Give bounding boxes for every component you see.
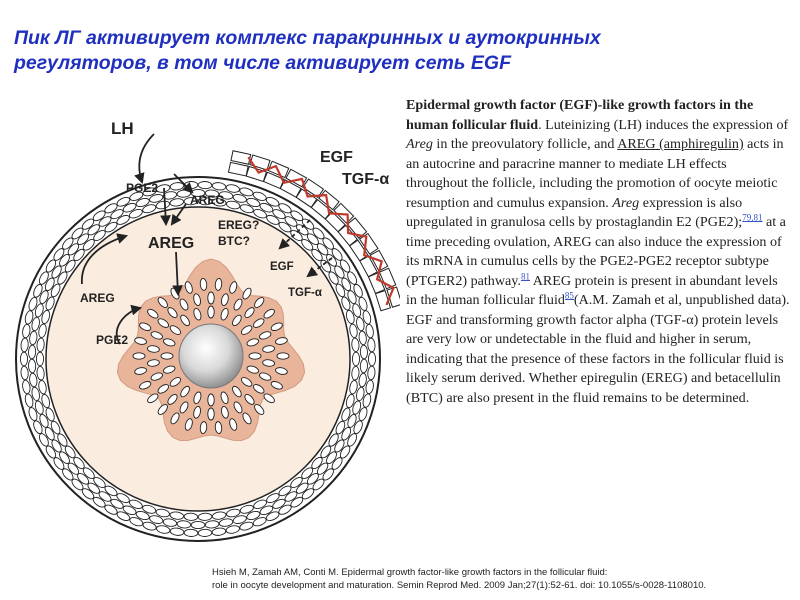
label-ereg: EREG?: [218, 218, 260, 232]
cumulus-cell: [161, 353, 173, 359]
excerpt-text-g: (A.M. Zamah et al, unpublished data). EGF and transforming growth factor alpha (TGF-α) protein levels are very low or undetectable in the fluid and higher in serum, indicating that the presence of these factors in the follicular fluid is likely serum derived. Whether epiregulin (EREG) and betacellulin (BTC) are also present in the fluid remains to be determined.: [406, 292, 790, 406]
excerpt-areg-link[interactable]: AREG (amphiregulin): [617, 136, 744, 152]
cumulus-cell: [208, 306, 214, 318]
excerpt-text-a: . Luteinizing (LH) induces the expression of: [538, 116, 789, 133]
granulosa-cell: [36, 352, 43, 366]
excerpt-areg-gene: Areg: [406, 136, 433, 152]
follicle-diagram: [8, 112, 400, 550]
excerpt-text-c: acts in an autocrine and paracrine manner to mediate LH effects throughout the follicle, including the promotion of oocyte meiotic resumption and cumulus expansion.: [406, 136, 784, 211]
granulosa-cell: [191, 521, 205, 528]
cumulus-cell: [208, 394, 214, 406]
title-line-1: Пик ЛГ активирует комплекс паракринных и аутокринных: [14, 27, 601, 49]
excerpt-heading: Epidermal growth factor (EGF)-like growth factors in the human follicular fluid: [406, 97, 754, 133]
cumulus-cell: [208, 408, 214, 420]
title-line-2: регуляторов, в том числе активирует сеть EGF: [14, 52, 511, 74]
label-areg-low: AREG: [80, 291, 115, 305]
label-lh: LH: [111, 119, 134, 138]
granulosa-cell: [28, 359, 36, 373]
granulosa-cell: [360, 345, 368, 359]
oocyte: [179, 324, 243, 388]
label-areg-top: AREG: [190, 193, 225, 207]
article-excerpt: [406, 96, 791, 408]
label-egf-inner: EGF: [270, 261, 294, 273]
theca-cell: [231, 151, 251, 165]
label-egf-outer: EGF: [320, 149, 353, 166]
theca-cell: [228, 162, 248, 176]
granulosa-cell: [28, 345, 36, 359]
ref-link-81[interactable]: 81: [520, 270, 530, 281]
cumulus-cell: [208, 292, 214, 304]
arrow-lh-to-pge2: [139, 134, 154, 182]
cumulus-cell: [133, 353, 145, 359]
granulosa-cell: [198, 513, 212, 521]
granulosa-cell: [360, 359, 368, 373]
granulosa-cell: [352, 352, 359, 366]
granulosa-cell: [184, 529, 198, 537]
excerpt-areg-gene-2: Areg: [612, 194, 640, 211]
excerpt-text-f: AREG protein is present in abundant levels in the human follicular fluid: [406, 272, 778, 308]
granulosa-cell: [198, 181, 212, 189]
excerpt-text-e: at a time preceding ovulation, AREG can also induce the expression of its mRNA in cumulus cells by the PGE2-PGE2 receptor subtype (PTGER2) pathway.: [406, 214, 786, 289]
granulosa-cell: [198, 529, 212, 537]
slide-title: [14, 26, 774, 76]
granulosa-cell: [368, 352, 375, 366]
label-tgfa-inner: TGF-α: [288, 287, 322, 299]
ref-link-79-81[interactable]: 79,81: [742, 212, 763, 223]
citation-line-1: Hsieh M, Zamah AM, Conti M. Epidermal growth factor-like growth factors in the follicular fluid:: [212, 567, 608, 578]
cumulus-cell: [277, 353, 289, 359]
granulosa-cell: [20, 352, 27, 366]
excerpt-text-d: expression is also upregulated in granulosa cells by prostaglandin E2 (PGE2);: [406, 194, 743, 230]
citation-line-2: role in oocyte development and maturation. Semin Reprod Med. 2009 Jan;27(1):52-61. doi: 10.1055/s-0028-1108010.: [212, 579, 707, 591]
label-pge2-top: PGE2: [126, 181, 159, 195]
label-pge2-low: PGE2: [96, 333, 129, 347]
ref-link-85[interactable]: 85: [564, 290, 574, 301]
citation: [212, 567, 797, 592]
label-tgfa-outer: TGF-α: [342, 171, 390, 188]
cumulus-cell: [249, 353, 261, 359]
label-btc: BTC?: [218, 234, 250, 248]
label-areg-center: AREG: [148, 235, 195, 252]
follicle-diagram-svg: [8, 112, 400, 550]
granulosa-cell: [184, 513, 198, 521]
excerpt-text-b: in the preovulatory follicle, and: [432, 136, 618, 152]
